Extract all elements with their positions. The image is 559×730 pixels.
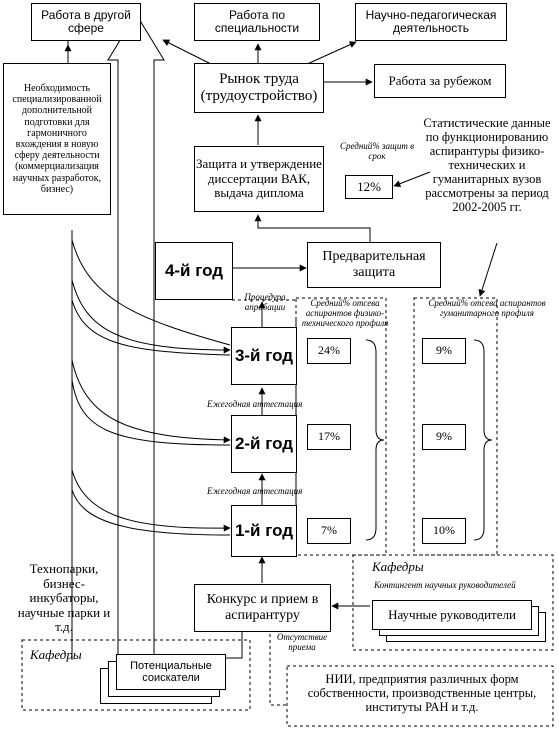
box-admission: Конкурс и прием в аспирантуру bbox=[194, 584, 331, 632]
label-annual-cert-1: Ежегодная аттестация bbox=[207, 399, 303, 409]
box-by-specialty: Работа по специальности bbox=[194, 3, 320, 41]
hum-year3-value: 9% bbox=[422, 338, 466, 364]
departments-left-label: Кафедры bbox=[30, 647, 82, 662]
box-year1: 1-й год bbox=[231, 505, 297, 557]
career-path-big-arrow bbox=[108, 14, 164, 660]
brace-hum bbox=[474, 340, 492, 540]
label-attrition-phys: Средний% отсева аспирантов физико-технического профиля bbox=[301, 298, 389, 329]
hum-year2-value: 9% bbox=[422, 424, 466, 450]
hum-year1-value: 10% bbox=[422, 518, 466, 544]
box-year4: 4-й год bbox=[155, 242, 233, 300]
box-candidates: Потенциальные соискатели bbox=[116, 654, 226, 690]
phys-year1-value: 7% bbox=[307, 518, 351, 544]
technoparks-label: Технопарки, бизнес-инкубаторы, научные парки и т.д. bbox=[17, 561, 111, 635]
box-abroad: Работа за рубежом bbox=[374, 64, 506, 98]
box-pre-defense: Предварительная защита bbox=[307, 242, 441, 288]
phys-year3-value: 24% bbox=[307, 338, 351, 364]
phys-year2-value: 17% bbox=[307, 424, 351, 450]
box-year3: 3-й год bbox=[231, 327, 297, 385]
value-avg-defense: 12% bbox=[345, 175, 393, 199]
box-nii: НИИ, предприятия различных форм собственности, производственные центры, институты РАН и т.д. bbox=[307, 672, 537, 714]
label-lack-of-admission: Отсутствие приема bbox=[276, 632, 328, 653]
stats-note: Статистические данные по функционированию аспирантуры физико-технических и гуманитарных вузов рассмотрены за период 2002-2005 гг. bbox=[423, 116, 551, 214]
box-other-field: Работа в другой сфере bbox=[31, 3, 141, 41]
brace-phys bbox=[366, 340, 384, 540]
label-avg-defense: Средний% защит в срок bbox=[340, 141, 414, 162]
box-defense: Защита и утверждение диссертации ВАК, выдача диплома bbox=[194, 146, 324, 212]
box-supervisors: Научные руководители bbox=[372, 600, 532, 630]
box-necessity: Необходимость специализированной дополнительной подготовки для гармоничного вхождения в новую сферу деятельности (коммерциализация научных разработок, бизнес) bbox=[3, 63, 111, 215]
box-labor-market: Рынок труда (трудоустройство) bbox=[194, 63, 324, 113]
label-procedure: Процедура апробации bbox=[244, 292, 286, 313]
label-annual-cert-2: Ежегодная аттестация bbox=[207, 486, 303, 496]
box-year2: 2-й год bbox=[231, 415, 297, 473]
supervisor-contingent-label: Контингент научных руководителей bbox=[374, 580, 516, 590]
label-attrition-hum: Средний% отсева аспирантов гуманитарного профиля bbox=[428, 298, 546, 319]
departments-right-label: Кафедры bbox=[372, 559, 424, 574]
box-research-teaching: Научно-педагогическая деятельность bbox=[355, 3, 507, 41]
